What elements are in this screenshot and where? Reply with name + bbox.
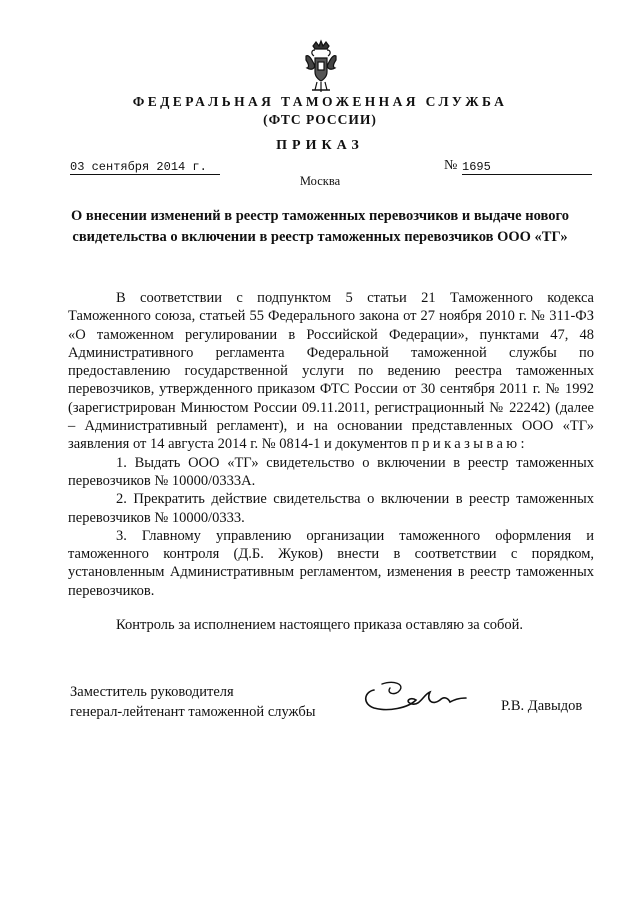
order-item-2: 2. Прекратить действие свидетельства о включении в реестр таможенных перевозчиков № 10000/0333.: [68, 491, 594, 526]
coat-of-arms-icon: [303, 38, 339, 98]
preamble-paragraph: [68, 289, 594, 454]
number-sign: №: [444, 158, 458, 173]
signatory-position: [70, 682, 316, 722]
document-type: ПРИКАЗ: [276, 138, 364, 153]
order-number: 1695: [462, 160, 592, 175]
control-paragraph: Контроль за исполнением настоящего приказа оставляю за собой.: [116, 617, 524, 634]
title-line: О внесении изменений в реестр таможенных перевозчиков и выдаче нового: [71, 208, 569, 224]
order-title: [60, 206, 580, 248]
order-item-3: 3. Главному управлению организации таможенного оформления и таможенного контроля (Д.Б. Жуков) внести в соответствии с порядком, установленным Административным регламентом, изменения в реестр таможенных перевозчиков.: [68, 527, 594, 599]
signatory-name: Р.В. Давыдов: [501, 698, 583, 714]
agency-name: ФЕДЕРАЛЬНАЯ ТАМОЖЕННАЯ СЛУЖБА: [132, 94, 508, 109]
position-line: генерал-лейтенант таможенной службы: [70, 704, 316, 720]
title-line: свидетельства о включении в реестр таможенных перевозчиков ООО «ТГ»: [72, 229, 568, 245]
order-word: приказываю:: [411, 436, 528, 453]
preamble-text: В соответствии с подпунктом 5 статьи 21 Таможенного кодекса Таможенного союза, статьей 55 Федерального закона от 27 ноября 2010 г. № 311-ФЗ «О таможенном регулировании в Российской Федерации», пунктами 47, 48 Административного регламента Федеральной таможенной службы по предоставлению государственной услуги по ведению реестра таможенных перевозчиков, утвержденного приказом ФТС России от 30 сентября 2011 г. № 1992 (зарегистрирован Минюстом России 09.11.2011, регистрационный № 22242) (далее – Административный регламент), и на основании представленных ООО «ТГ» заявления от 14 августа 2014 г. № 0814-1 и документов: [68, 290, 594, 453]
handwritten-signature: [360, 676, 472, 720]
order-item-1: 1. Выдать ООО «ТГ» свидетельство о включении в реестр таможенных перевозчиков № 10000/0333А.: [68, 454, 594, 489]
position-line: Заместитель руководителя: [70, 684, 234, 700]
order-date: 03 сентября 2014 г.: [70, 160, 220, 175]
order-body: [68, 289, 594, 634]
city: Москва: [299, 174, 341, 188]
agency-short-name: (ФТС РОССИИ): [263, 112, 377, 127]
